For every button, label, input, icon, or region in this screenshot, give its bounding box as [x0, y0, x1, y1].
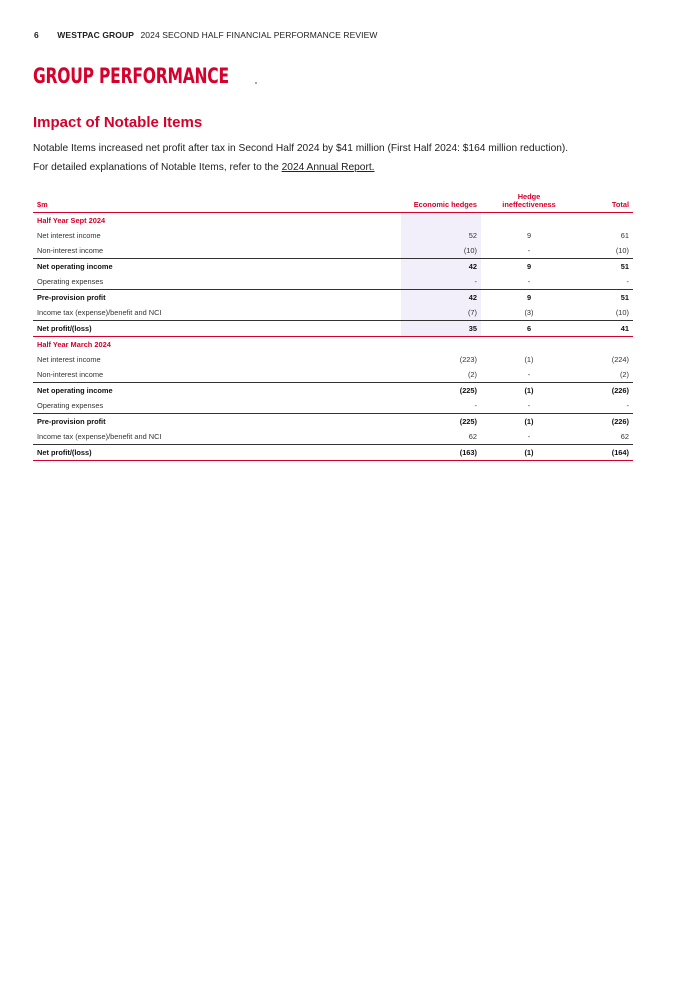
- total-value: (164): [565, 445, 633, 461]
- col-hedge-line2: ineffectiveness: [502, 200, 556, 209]
- table-row: [33, 367, 633, 383]
- total-value: (2): [619, 370, 629, 379]
- total-value: 51: [565, 259, 633, 275]
- col-hedge-ineffectiveness-header: [493, 187, 565, 213]
- row-label: Non-interest income: [37, 246, 104, 255]
- total-value: -: [626, 277, 629, 286]
- total-value: 41: [565, 321, 633, 337]
- col-total-header: Total: [611, 200, 629, 209]
- hedge-ineffectiveness-value: 9: [493, 259, 565, 275]
- total-value: (226): [565, 414, 633, 430]
- col-economic-hedges-header: Economic hedges: [413, 200, 477, 209]
- reference-paragraph: [33, 162, 375, 173]
- table-row: [33, 228, 633, 243]
- table-header-row: [33, 187, 633, 213]
- row-label: Pre-provision profit: [33, 414, 401, 430]
- row-label: Net profit/(loss): [33, 445, 401, 461]
- table-row: [33, 305, 633, 321]
- economic-hedges-value: -: [401, 274, 481, 290]
- economic-hedges-value: (2): [467, 370, 477, 379]
- row-label: Pre-provision profit: [33, 290, 401, 306]
- notable-items-table: [33, 187, 633, 461]
- page-header: [34, 30, 378, 40]
- table-row-subtotal: [33, 383, 633, 399]
- economic-hedges-value: (225): [401, 414, 481, 430]
- document-title: 2024 SECOND HALF FINANCIAL PERFORMANCE REVIEW: [140, 30, 378, 40]
- table-row: [33, 429, 633, 445]
- total-value: (224): [611, 355, 629, 364]
- row-label: Net interest income: [37, 231, 101, 240]
- total-value: (10): [615, 308, 629, 317]
- economic-hedges-value: 42: [401, 259, 481, 275]
- total-value: 62: [620, 432, 629, 441]
- col-spacer: [481, 187, 493, 213]
- hedge-ineffectiveness-value: -: [527, 246, 531, 255]
- total-value: 61: [620, 231, 629, 240]
- row-label: Operating expenses: [37, 277, 104, 286]
- hedge-ineffectiveness-value: 9: [493, 290, 565, 306]
- row-label: Non-interest income: [37, 370, 104, 379]
- row-label: Income tax (expense)/benefit and NCI: [37, 432, 162, 441]
- section-title-cell: Half Year March 2024: [33, 337, 401, 353]
- annual-report-link[interactable]: 2024 Annual Report.: [281, 162, 375, 173]
- table-row-subtotal: [33, 259, 633, 275]
- section-row-march-2024: [33, 337, 633, 353]
- total-value: (226): [565, 383, 633, 399]
- total-value: (10): [615, 246, 629, 255]
- hedge-ineffectiveness-value: (3): [524, 308, 534, 317]
- economic-hedges-value: (225): [401, 383, 481, 399]
- brand-name: WESTPAC GROUP: [57, 30, 134, 40]
- shaded-cell: [401, 213, 481, 229]
- table-row: [33, 352, 633, 367]
- hedge-ineffectiveness-value: -: [527, 370, 531, 379]
- economic-hedges-value: (223): [459, 355, 477, 364]
- economic-hedges-value: 35: [401, 321, 481, 337]
- subsection-title: Impact of Notable Items: [33, 114, 203, 131]
- table-row: [33, 398, 633, 414]
- page-number: 6: [34, 30, 39, 40]
- row-label: Net interest income: [37, 355, 101, 364]
- intro-paragraph: Notable Items increased net profit after tax in Second Half 2024 by $41 million (First Half 2024: $164 million reduction).: [33, 143, 569, 154]
- section-title: GROUP PERFORMANCE: [33, 64, 229, 88]
- economic-hedges-value: (7): [401, 305, 481, 321]
- row-label: Net operating income: [33, 383, 401, 399]
- hedge-ineffectiveness-value: (1): [493, 414, 565, 430]
- col-unit-header: $m: [37, 200, 48, 209]
- table-row-total: [33, 321, 633, 337]
- stray-dot: [255, 82, 257, 84]
- economic-hedges-value: -: [474, 401, 477, 410]
- table-row: [33, 243, 633, 259]
- total-value: -: [626, 401, 629, 410]
- table-row-total: [33, 445, 633, 461]
- hedge-ineffectiveness-value: (1): [524, 355, 534, 364]
- table-row: [33, 274, 633, 290]
- hedge-ineffectiveness-value: 6: [493, 321, 565, 337]
- row-label: Operating expenses: [37, 401, 104, 410]
- hedge-ineffectiveness-value: (1): [493, 383, 565, 399]
- economic-hedges-value: (10): [401, 243, 481, 259]
- col-hedge-line1: Hedge: [517, 192, 541, 201]
- economic-hedges-value: 52: [401, 228, 481, 243]
- hedge-ineffectiveness-value: -: [527, 432, 531, 441]
- economic-hedges-value: (163): [401, 445, 481, 461]
- total-value: 51: [565, 290, 633, 306]
- economic-hedges-value: 62: [468, 432, 477, 441]
- section-row-sept-2024: [33, 213, 633, 229]
- row-label: Net profit/(loss): [33, 321, 401, 337]
- economic-hedges-value: 42: [401, 290, 481, 306]
- hedge-ineffectiveness-value: (1): [493, 445, 565, 461]
- hedge-ineffectiveness-value: -: [527, 277, 531, 286]
- table-row-subtotal: [33, 414, 633, 430]
- section-title-cell: Half Year Sept 2024: [37, 216, 106, 225]
- hedge-ineffectiveness-value: -: [527, 401, 531, 410]
- hedge-ineffectiveness-value: 9: [526, 231, 532, 240]
- row-label: Net operating income: [33, 259, 401, 275]
- table-row-subtotal: [33, 290, 633, 306]
- row-label: Income tax (expense)/benefit and NCI: [37, 308, 162, 317]
- reference-text: For detailed explanations of Notable Items, refer to the: [33, 162, 282, 173]
